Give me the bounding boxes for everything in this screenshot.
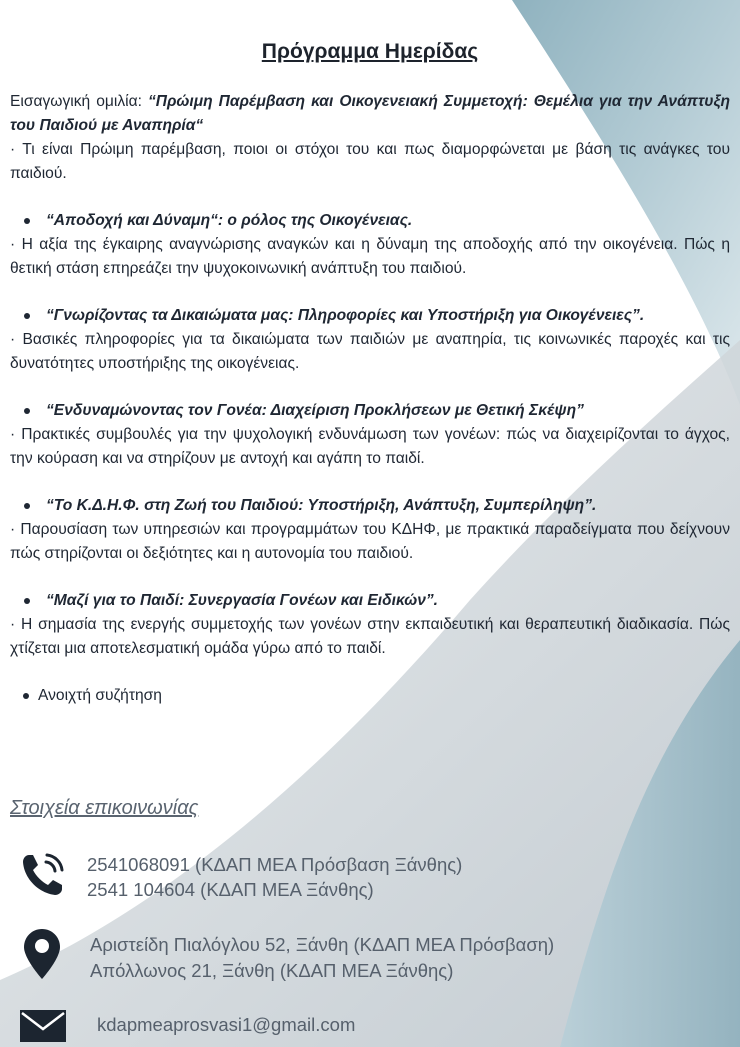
section-heading: “Ενδυναμώνοντας τον Γονέα: Διαχείριση Προκλήσεων με Θετική Σκέψη” xyxy=(10,399,730,423)
email-link[interactable]: kdapmeaprosvasi1@gmail.com xyxy=(97,1014,356,1035)
section-description: · Παρουσίαση των υπηρεσιών και προγραμμάτων του ΚΔΗΦ, με πρακτικά παραδείγματα που δείχνουν πώς στηρίζονται οι δεξιότητες και η αυτονομία του παιδιού. xyxy=(10,521,730,562)
phone-number[interactable]: 2541068091 (ΚΔΑΠ ΜΕΑ Πρόσβαση Ξάνθης) xyxy=(87,854,463,875)
intro-block xyxy=(10,90,730,138)
intro-quote: “Πρώιμη Παρέμβαση και Οικογενειακή Συμμετοχή: Θεμέλια για την Ανάπτυξη του Παιδιού με Αναπηρία“ xyxy=(10,93,730,134)
program-section xyxy=(10,304,730,376)
phone-icon xyxy=(20,852,66,898)
program-section xyxy=(10,494,730,566)
address: Αριστείδη Πιαλόγλου 52, Ξάνθη (ΚΔΑΠ ΜΕΑ Πρόσβαση) xyxy=(90,934,555,955)
section-description: · Πρακτικές συμβουλές για την ψυχολογική ενδυνάμωση των γονέων: πώς να διαχειρίζονται το άγχος, την κούραση και να στηρίζουν με αντοχή και αγάπη το παιδί. xyxy=(10,426,730,467)
phone-number[interactable]: 2541 104604 (ΚΔΑΠ ΜΕΑ Ξάνθης) xyxy=(87,879,374,900)
section-heading: “Γνωρίζοντας τα Δικαιώματα μας: Πληροφορίες και Υποστήριξη για Οικογένειες”. xyxy=(10,304,730,328)
contact-heading: Στοιχεία επικοινωνίας xyxy=(10,797,199,819)
section-heading: “Αποδοχή και Δύναμη“: ο ρόλος της Οικογένειας. xyxy=(10,209,730,233)
program-section xyxy=(10,209,730,281)
page-title: Πρόγραμμα Ημερίδας xyxy=(261,40,479,63)
program-section xyxy=(10,589,730,661)
address: Απόλλωνος 21, Ξάνθη (ΚΔΑΠ ΜΕΑ Ξάνθης) xyxy=(90,960,454,981)
section-description: · Βασικές πληροφορίες για τα δικαιώματα των παιδιών με αναπηρία, τις κοινωνικές παροχές και τις δυνατότητες υποστήριξης της οικογένειας. xyxy=(10,331,730,372)
section-description: · Η σημασία της ενεργής συμμετοχής των γονέων στην εκπαιδευτική και θεραπευτική διαδικασία. Πώς χτίζεται μια αποτελεσματική ομάδα γύρω από το παιδί. xyxy=(10,616,730,657)
discussion-item: Ανοιχτή συζήτηση xyxy=(10,684,730,708)
discussion-section xyxy=(10,684,730,708)
intro-description: · Τι είναι Πρώιμη παρέμβαση, ποιοι οι στόχοι του και πως διαμορφώνεται με βάση τις ανάγκες του παιδιού. xyxy=(10,141,730,182)
section-description: · Η αξία της έγκαιρης αναγνώρισης αναγκών και η δύναμη της αποδοχής από την οικογένεια. Πώς η θετική στάση επηρεάζει την ψυχοκοινωνική ανάπτυξη του παιδιού. xyxy=(10,236,730,277)
program-list xyxy=(10,90,730,708)
program-section xyxy=(10,399,730,471)
envelope-icon xyxy=(20,1010,66,1042)
section-heading: “Μαζί για το Παιδί: Συνεργασία Γονέων και Ειδικών”. xyxy=(10,589,730,613)
intro-label: Εισαγωγική ομιλία: xyxy=(10,93,142,110)
location-pin-icon xyxy=(23,928,61,980)
section-heading: “Το Κ.Δ.Η.Φ. στη Ζωή του Παιδιού: Υποστήριξη, Ανάπτυξη, Συμπερίληψη”. xyxy=(10,494,730,518)
